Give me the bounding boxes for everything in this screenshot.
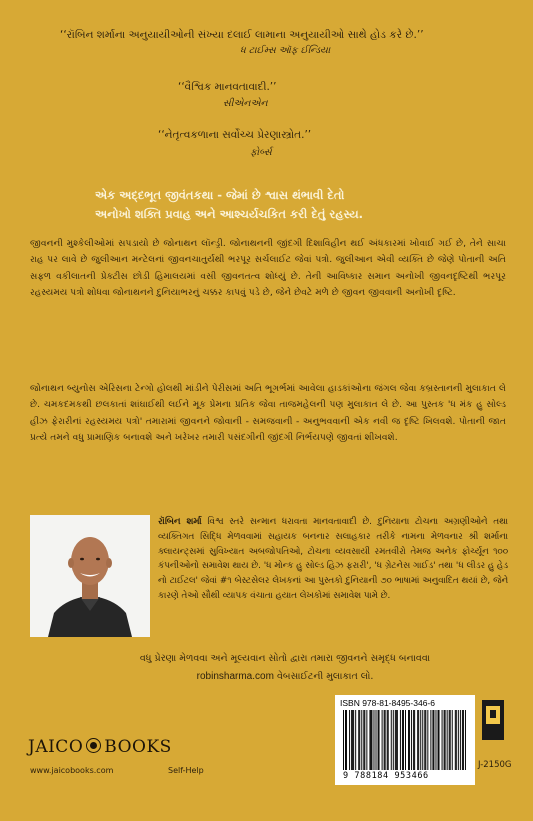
barcode-bar <box>373 710 374 770</box>
barcode-bar <box>445 710 446 770</box>
barcode-bar <box>444 710 445 770</box>
publisher-website[interactable]: www.jaicobooks.com <box>30 766 114 775</box>
quote-1-text: ‘‘રૉબિન શર્માના અનુયાયીઓની સંખ્યા દલાઈ લામાના અનુયાયીઓ સાથે હોડ કરે છે.’’ <box>60 29 424 41</box>
author-photo <box>30 515 150 637</box>
cta-line-2 <box>95 668 475 686</box>
barcode-bar <box>422 710 423 770</box>
barcode-bar <box>384 710 385 770</box>
barcode-bar <box>427 710 428 770</box>
barcode-bar <box>396 710 397 770</box>
barcode-bar <box>403 710 404 770</box>
barcode-bar <box>433 710 434 770</box>
barcode-bar <box>391 710 392 770</box>
barcode-bar <box>361 710 362 770</box>
barcode-bar <box>430 710 431 770</box>
barcode-bar <box>463 710 464 770</box>
barcode-bar <box>366 710 367 770</box>
headline-line-2: અનોખો શક્તિ પ્રવાહ અને આશ્ચર્યચકિત કરી દેતું રહસ્ય. <box>95 207 363 221</box>
barcode-bar <box>370 710 371 770</box>
barcode-bar <box>450 710 451 770</box>
barcode-bar <box>378 710 379 770</box>
barcode-bar <box>435 710 436 770</box>
website-call-to-action <box>95 650 475 686</box>
barcode-bar <box>402 710 403 770</box>
barcode-bar <box>418 710 419 770</box>
barcode-bar <box>351 710 352 770</box>
publisher-emblem-icon <box>86 738 101 753</box>
barcode-bar <box>420 710 421 770</box>
barcode-bar <box>343 710 344 770</box>
barcode-bar <box>385 710 386 770</box>
barcode-bar <box>455 710 456 770</box>
barcode-bar <box>432 710 433 770</box>
cta-line-2-rest: વેબસાઈટની મુલાકાત લો. <box>273 671 374 682</box>
barcode-bar <box>388 710 389 770</box>
author-portrait-image <box>30 515 150 637</box>
barcode-bar <box>397 710 398 770</box>
quote-2-text: ‘‘વૈશ્વિક માનવતાવાદી.’’ <box>178 81 277 93</box>
author-bio <box>158 515 508 604</box>
publisher-logo-right: BOOKS <box>104 737 172 757</box>
author-bio-text: વિશ્વ સ્તરે સન્માન ધરાવતા માનવતાવાદી છે. દુનિયાના ટોચના અગ્રણીઓને તથા વ્યક્તિગત સિદ્ધિ મેળવવામાં સહાયક બનનાર સલાહકાર તરીકે નામના મેળવનાર શ્રી શર્માના ક્લાયન્ટ્સમાં સુવિખ્યાત અબજોપતિઓ, ટોચના વ્યવસાયી રમતવીરો તેમજ અનેક ફોર્ચ્યૂન ૧૦૦ કંપનીઓનો સમાવેશ થાય છે. 'ધ મોન્ક હુ સોલ્ડ હિઝ ફરારી', 'ધ ગ્રેટનેસ ગાઈડ' તથા 'ધ લીડર હુ હેડ નો ટાઈટલ' જેવાં #૧ બેસ્ટસેલર લેખકનાં આ પુસ્તકો દુનિયાની ૭૦ ભાષામાં અનુવાદિત થયાં છે, જેને કારણે તેઓ સૌથી વ્યાપક વંચાતા હયાત લેખકોમાં સમાવેશ પામે છે. <box>158 517 508 601</box>
quote-3-text: ‘‘નેતૃત્વકળાના સર્વોચ્ચ પ્રેરણાસ્ત્રોત.’’ <box>158 129 312 141</box>
barcode-bar <box>424 710 425 770</box>
barcode-bar <box>376 710 377 770</box>
barcode-bar <box>425 710 426 770</box>
barcode-bar <box>414 710 415 770</box>
quote-2-source: સીએનએન <box>223 98 268 109</box>
barcode-bar <box>352 710 353 770</box>
headline <box>95 186 455 224</box>
publisher-logo-left: JAICO <box>28 737 84 757</box>
barcode-bar <box>359 710 360 770</box>
barcode-bar <box>417 710 418 770</box>
barcode-bar <box>452 710 453 770</box>
barcode-bar <box>442 710 443 770</box>
author-name: રૉબિન શર્મા <box>158 517 202 527</box>
barcode-digits: 9 788184 953466 <box>343 771 429 781</box>
barcode-bar <box>409 710 410 770</box>
barcode-bar <box>400 710 401 770</box>
author-website-link[interactable]: robinsharma.com <box>196 671 274 682</box>
barcode-bar <box>371 710 372 770</box>
barcode-bar <box>369 710 370 770</box>
barcode-bar <box>395 710 396 770</box>
isbn-label: ISBN 978-81-8495-346-6 <box>340 698 435 708</box>
price-code: J-2150G <box>478 760 512 770</box>
publisher-logo <box>28 737 172 757</box>
barcode-bar <box>363 710 364 770</box>
synopsis-paragraph-1: જીવનની મુશ્કેલીઓમાં સપડાયો છે જોનાથન લૉન્ડ્રી. જોનાથનની જીંદગી દિશાવિહીન થઈ અંધકારમાં ખોવાઈ ગઈ છે, તેને સાચા રાહ પર લાવે છે જુલીઆન મન્ટેલનાં જીવનચાતુર્યથી ભરપૂર સર્ચલાઈટ જેવાં પત્રો. જુલીઆન એવી વ્યક્તિ છે જેણે પોતાની અતિ સફળ વકીલાતની પ્રેક્ટીસ છોડી હિમાલયમાં વસી જીવનતત્વ શોધ્યું છે. તેની આવિષ્કાર સમાન અનોખી જીવનદૃષ્ટિથી ભરપૂર રહસ્યમય પત્રો શોધવા જોનાથનને દુનિયાભરનું ચક્કર કાપવું પડે છે, જેને છેવટે મળે છે જીવન જીવવાની અનોખી દૃષ્ટિ. <box>30 238 506 298</box>
quote-1-source: ધ ટાઈમ્સ ઑફ ઈન્ડિયા <box>240 45 331 56</box>
barcode-bar <box>358 710 359 770</box>
barcode-bar <box>393 710 394 770</box>
barcode-bar <box>405 710 406 770</box>
isbn-barcode <box>335 695 475 785</box>
barcode-bar <box>411 710 412 770</box>
barcode-bar <box>449 710 450 770</box>
quote-3-source: ફોર્બ્સ <box>250 147 272 158</box>
barcode-bar <box>462 710 463 770</box>
barcode-bar <box>349 710 350 770</box>
barcode-bar <box>355 710 356 770</box>
barcode-bar <box>456 710 457 770</box>
barcode-bar <box>346 710 347 770</box>
barcode-bar <box>408 710 409 770</box>
barcode-bar <box>379 710 380 770</box>
synopsis-paragraph-2: જોનાથન બ્યુનોસ એરિસના ટેન્ગો હોલથી માંડીને પેરીસમાં અતિ ભૂગર્ભમાં આવેલા હાડકાંઓના જંગલ જેવા કબ્રસ્તાનની મુલાકાત લે છે. ચમકદમકથી છલકાતાં શાંઘાઈથી લઈને મૂક પ્રેમના પ્રતિક જેવા તાજમહેલની પણ મુલાકાત લે છે. આ પુસ્તક 'ધ મંક હુ સોલ્ડ હીઝ ફેરારીનાં રહસ્યમય પત્રો' તમારામાં જીવનને જોવાની - સમજવાની - અનુભવવાની એક નવી જ દૃષ્ટિ ખિલવશે. પોતાની જાત પ્રત્યે તમને વધુ પ્રામાણિક બનાવશે અને ખરેખર તમારી પસંદગીની જીંદગી નિર્ભયપણે જીવતાં શીખવશે. <box>30 383 506 443</box>
barcode-bar <box>439 710 440 770</box>
cta-line-1: વધુ પ્રેરણા મેળવવા અને મૂલ્યવાન સોતો દ્વારા તમારા જીવનને સમૃદ્ધ બનાવવા <box>139 653 431 664</box>
barcode-bar <box>460 710 461 770</box>
barcode-bar <box>465 710 466 770</box>
barcode-bar <box>353 710 354 770</box>
barcode-bar <box>438 710 439 770</box>
book-genre: Self-Help <box>168 766 204 775</box>
publisher-badge-icon <box>482 700 504 740</box>
barcode-bar <box>364 710 365 770</box>
barcode-bar <box>413 710 414 770</box>
barcode-bar <box>345 710 346 770</box>
barcode-bar <box>458 710 459 770</box>
barcode-bar <box>382 710 383 770</box>
headline-line-1: એક અદ્દભૂત જીવંતકથા - જેમાં છે શ્વાસ થંભાવી દેતો <box>95 188 345 202</box>
barcode-bar <box>387 710 388 770</box>
barcode-bars <box>343 710 467 770</box>
barcode-bar <box>447 710 448 770</box>
